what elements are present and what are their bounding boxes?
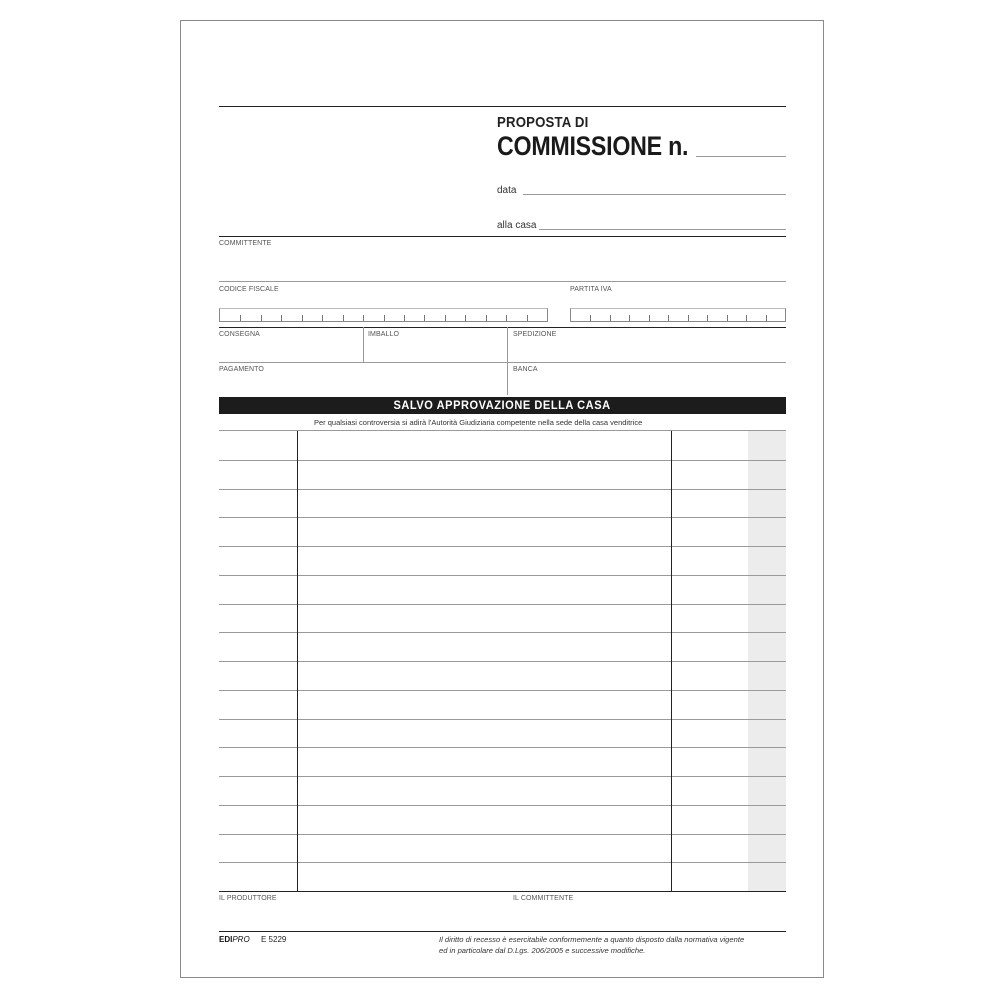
- shipping-top-rule: [219, 327, 786, 328]
- digit-tick: [668, 315, 669, 321]
- delivery-label: CONSEGNA: [219, 331, 260, 338]
- divider: [507, 327, 508, 395]
- digit-tick: [727, 315, 728, 321]
- brand-italic: PRO: [232, 935, 250, 944]
- brand-bold: EDI: [219, 935, 233, 944]
- number-field[interactable]: [696, 156, 786, 157]
- house-field[interactable]: [539, 229, 786, 230]
- table-row-line: [219, 546, 786, 547]
- digit-tick: [688, 315, 689, 321]
- digit-tick: [281, 315, 282, 321]
- table-row-line: [219, 862, 786, 863]
- digit-tick: [465, 315, 466, 321]
- table-row-line: [219, 719, 786, 720]
- digit-tick: [343, 315, 344, 321]
- digit-tick: [486, 315, 487, 321]
- shipping-label: SPEDIZIONE: [513, 331, 557, 338]
- producer-signature-label: IL PRODUTTORE: [219, 895, 277, 902]
- customer-label: COMMITTENTE: [219, 240, 272, 247]
- table-top-rule: [219, 430, 786, 431]
- customer-top-rule: [219, 236, 786, 237]
- table-row-line: [219, 604, 786, 605]
- product-code: E 5229: [261, 935, 287, 944]
- digit-tick: [322, 315, 323, 321]
- digit-tick: [384, 315, 385, 321]
- table-row-line: [219, 489, 786, 490]
- legal-line-1: Il diritto di recesso è esercitabile conformemente a quanto disposto dalla normativa vigente: [439, 935, 745, 944]
- digit-tick: [445, 315, 446, 321]
- digit-tick: [707, 315, 708, 321]
- legal-notice: [439, 934, 786, 956]
- brand-logo: [219, 935, 250, 944]
- table-row-line: [219, 690, 786, 691]
- digit-tick: [302, 315, 303, 321]
- legal-line-2: ed in particolare dal D.Lgs. 206/2005 e successive modifiche.: [439, 946, 646, 955]
- digit-tick: [506, 315, 507, 321]
- payment-label: PAGAMENTO: [219, 366, 264, 373]
- customer-signature-label: IL COMMITTENTE: [513, 895, 574, 902]
- top-rule: [219, 106, 786, 107]
- digit-tick: [261, 315, 262, 321]
- digit-tick: [766, 315, 767, 321]
- table-row-line: [219, 834, 786, 835]
- digit-tick: [240, 315, 241, 321]
- table-row-line: [219, 460, 786, 461]
- table-row-line: [219, 776, 786, 777]
- order-form-sheet: [180, 20, 824, 978]
- digit-tick: [424, 315, 425, 321]
- jurisdiction-note: Per qualsiasi controversia si adirà l'Autorità Giudiziaria competente nella sede della casa venditrice: [314, 418, 643, 427]
- footer-rule: [219, 931, 786, 932]
- table-row-line: [219, 632, 786, 633]
- customer-field[interactable]: [219, 281, 786, 282]
- digit-tick: [404, 315, 405, 321]
- table-row-line: [219, 805, 786, 806]
- table-row-line: [219, 661, 786, 662]
- divider: [363, 327, 364, 362]
- table-row-line: [219, 517, 786, 518]
- digit-tick: [649, 315, 650, 321]
- form-title-line2: COMMISSIONE n.: [497, 131, 689, 161]
- house-label: alla casa: [497, 220, 537, 231]
- table-bottom-rule: [219, 891, 786, 892]
- table-divider-description: [671, 431, 672, 891]
- table-row-line: [219, 575, 786, 576]
- payment-top-rule: [219, 362, 786, 363]
- digit-tick: [610, 315, 611, 321]
- tax-code-label: CODICE FISCALE: [219, 286, 279, 293]
- table-row-line: [219, 747, 786, 748]
- date-field[interactable]: [523, 194, 786, 195]
- approval-banner: [219, 397, 786, 414]
- approval-banner-text: SALVO APPROVAZIONE DELLA CASA: [393, 398, 612, 412]
- vat-number-field[interactable]: [570, 308, 786, 322]
- bank-label: BANCA: [513, 366, 538, 373]
- packaging-label: IMBALLO: [368, 331, 400, 338]
- digit-tick: [363, 315, 364, 321]
- date-label: data: [497, 185, 517, 196]
- tax-code-field[interactable]: [219, 308, 548, 322]
- digit-tick: [527, 315, 528, 321]
- digit-tick: [629, 315, 630, 321]
- digit-tick: [746, 315, 747, 321]
- table-divider-code: [297, 431, 298, 891]
- digit-tick: [590, 315, 591, 321]
- vat-number-label: PARTITA IVA: [570, 286, 612, 293]
- form-title-line1: PROPOSTA DI: [497, 114, 589, 131]
